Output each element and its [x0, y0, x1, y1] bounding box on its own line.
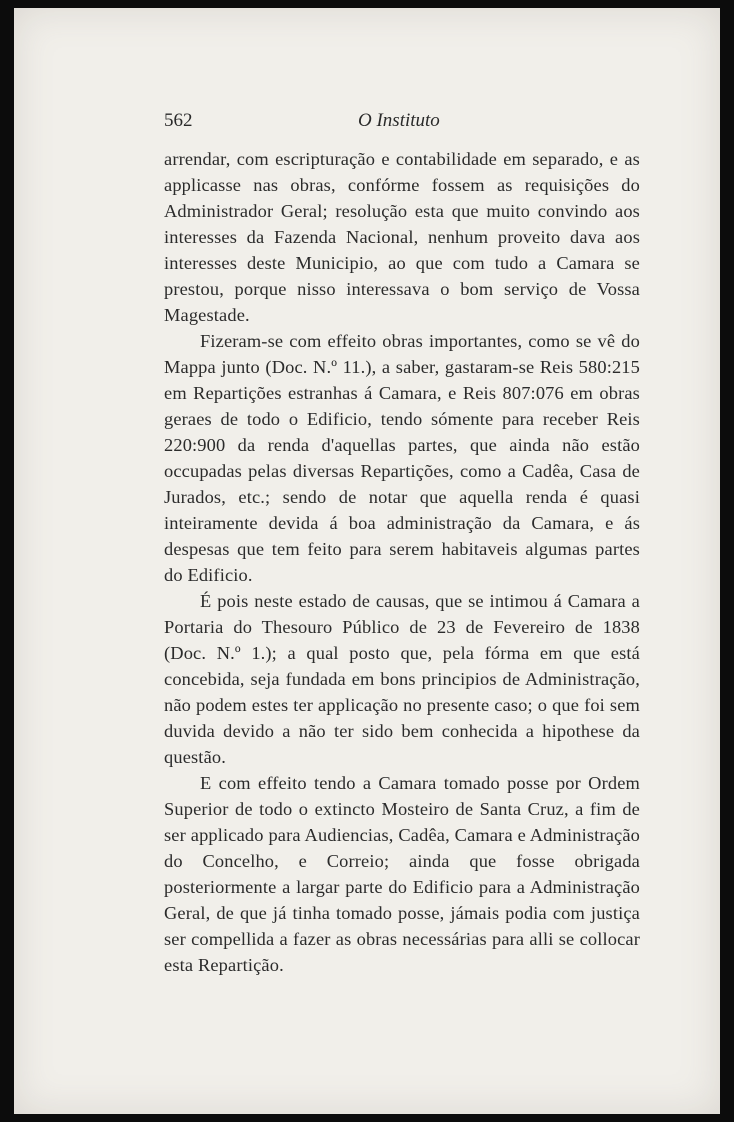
page-header — [164, 110, 644, 140]
body-text — [164, 146, 640, 978]
page-number: 562 — [164, 110, 193, 131]
paragraph-3: É pois neste estado de causas, que se intimou á Camara a Portaria do Thesouro Público de 23 de Fevereiro de 1838 (Doc. N.º 1.); a qual posto que, pela fórma em que está concebida, seja fundada em bons principios de Administração, não podem estes ter applicação no presente caso; o que foi sem duvida devido a não ter sido bem conhecida a hipothese da questão. — [164, 591, 640, 767]
paragraph-2: Fizeram-se com effeito obras importantes, como se vê do Mappa junto (Doc. N.º 11.), a saber, gastaram-se Reis 580:215 em Repartições estranhas á Camara, e Reis 807:076 em obras geraes de todo o Edificio, tendo sómente para receber Reis 220:900 da renda d'aquellas partes, que ainda não estão occupadas pelas diversas Repartições, como a Cadêa, Casa de Jurados, etc.; sendo de notar que aquella renda é quasi inteiramente devida á boa administração da Camara, e ás despesas que tem feito para serem habitaveis algumas partes do Edificio. — [164, 331, 640, 585]
paragraph-4: E com effeito tendo a Camara tomado posse por Ordem Superior de todo o extincto Mosteiro de Santa Cruz, a fim de ser applicado para Audiencias, Cadêa, Camara e Administração do Concelho, e Correio; ainda que fosse obrigada posteriormente a largar parte do Edificio para a Administração Geral, de que já tinha tomado posse, jámais podia com justiça ser compellida a fazer as obras necessárias para alli se collocar esta Repartição. — [164, 773, 640, 975]
paragraph-1: arrendar, com escripturação e contabilidade em separado, e as applicasse nas obras, confórme fossem as requisições do Administrador Geral; resolução esta que muito convindo aos interesses da Fazenda Nacional, nenhum proveito dava aos interesses deste Municipio, ao que com tudo a Camara se prestou, porque nisso interessava o bom serviço de Vossa Magestade. — [164, 149, 640, 325]
running-title: O Instituto — [358, 110, 440, 131]
